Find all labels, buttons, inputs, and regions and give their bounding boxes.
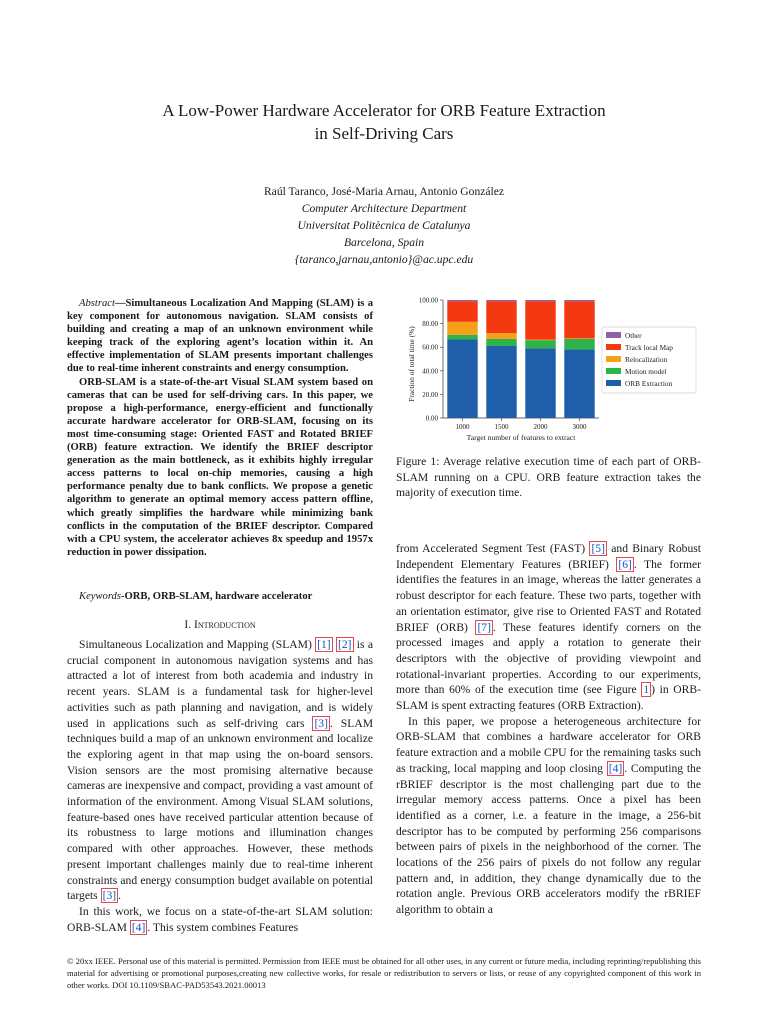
keywords bbox=[67, 590, 373, 603]
x-tick-label: 2000 bbox=[533, 423, 548, 431]
bar-segment-orb-extraction bbox=[486, 346, 516, 418]
author-university: Universitat Politècnica de Catalunya bbox=[297, 219, 471, 232]
y-tick-label: 40.00 bbox=[422, 367, 438, 376]
bar-segment-other bbox=[447, 300, 477, 301]
text-run: In this paper, we propose a heterogeneous architecture for ORB-SLAM that combines a hardware accelerator for ORB feature extraction and a mobile CPU for the remaining tasks such as tracking, local mapping and loop closing bbox=[396, 714, 701, 775]
title-line-2: in Self-Driving Cars bbox=[314, 124, 454, 143]
citation-link[interactable]: [4] bbox=[608, 761, 623, 775]
bar-segment-track-local-map bbox=[564, 301, 594, 338]
x-tick-label: 1000 bbox=[455, 423, 470, 431]
text-run: In this work, we focus on a state-of-the-art SLAM solution: ORB-SLAM bbox=[67, 904, 373, 934]
citation-link[interactable]: [1] bbox=[317, 638, 331, 651]
right-column-text bbox=[396, 541, 701, 918]
text-run: . The former identifies the features in an image, whereas the latter generates a robust descriptor for each feature. These two parts, together with an orientation estimator, give rise to Oriented FAST and Rotated BRIEF (ORB) bbox=[396, 557, 702, 634]
bar-segment-motion-model bbox=[447, 335, 477, 340]
bar-segment-track-local-map bbox=[525, 301, 555, 339]
y-tick-label: 0.00 bbox=[425, 414, 438, 423]
figure-link[interactable]: 1 bbox=[643, 683, 650, 697]
introduction-text bbox=[67, 637, 373, 935]
abstract-paragraph-1: —Simultaneous Localization And Mapping (SLAM) is a key component for autonomous navigation. SLAM consists of building and creating a map of an unknown environment while keeping track of the exploring agent’s location within it. An effective implementation of SLAM presents important challenges due to real-time inherent constraints and energy consumption. bbox=[67, 298, 373, 375]
legend-swatch bbox=[606, 356, 621, 362]
chart-bars bbox=[447, 300, 594, 418]
chart-legend bbox=[602, 327, 696, 393]
right-paragraph-1 bbox=[396, 541, 701, 714]
citation-link[interactable]: [4] bbox=[131, 920, 146, 934]
citation-link[interactable]: [3] bbox=[314, 716, 328, 730]
bar-segment-other bbox=[564, 300, 594, 301]
text-run: Simultaneous Localization and Mapping (SLAM) bbox=[79, 638, 316, 651]
execution-time-chart bbox=[396, 292, 708, 444]
text-run: . bbox=[118, 889, 122, 903]
text-run: ) in ORB-SLAM is spent extracting features (ORB Extraction). bbox=[396, 683, 701, 713]
author-email[interactable]: {taranco,jarnau,antonio}@ac.upc.edu bbox=[294, 253, 474, 266]
y-tick-label: 100.00 bbox=[418, 296, 438, 305]
x-tick-label: 3000 bbox=[572, 423, 587, 431]
right-paragraph-2 bbox=[396, 714, 701, 918]
text-run: . SLAM techniques build a map of an unknown environment and localize the exploring agent in that map using the on-board sensors. Vision sensors are the most promising alternative because cameras are inexpensive and compact, providing a vast amount of information of the environment. Among Visual SLAM solutions, feature-based ones have received particular attention because of its robustness to large motions and illumination changes compared with other approaches. However, these methods present important challenges mainly due to real-time inherent constraints and energy consumption budget available on potential targets bbox=[67, 716, 374, 903]
bar-segment-other bbox=[525, 300, 555, 301]
legend-swatch bbox=[606, 368, 621, 374]
legend-label: Motion model bbox=[625, 367, 667, 376]
text-run: . Computing the rBRIEF descriptor is the most challenging part due to the irregular memory access patterns. Once a pixel has been identified as a corner, i.e. a feature in the image, a 256-bit descriptor has to be computed by performing 256 comparisons between pairs of pixels in the neighborhood of the corner. The locations of the 256 pairs of pixels do not follow any regular pattern and, in addition, they change dynamically due to the rotation angle. Previous ORB accelerators modify the rBRIEF algorithm to obtain a bbox=[396, 761, 701, 917]
text-run: from Accelerated Segment Test (FAST) bbox=[396, 542, 590, 555]
legend-label: Track local Map bbox=[625, 343, 673, 352]
intro-paragraph-2 bbox=[67, 904, 373, 935]
legend-label: ORB Extraction bbox=[625, 379, 673, 388]
abstract-paragraph-2: ORB-SLAM is a state-of-the-art Visual SLAM system based on cameras that can be used for self-driving cars. In this paper, we propose a high-performance, energy-efficient and functionally accurate hardware accelerator for ORB-SLAM, focusing on its most time-consuming stage: Oriented FAST and Rotated BRIEF (ORB) feature extraction. We identify the BRIEF descriptor generation as the main bottleneck, as it exhibits highly irregular access patterns to local on-chip memories, causing a high performance penalty due to bank conflicts. We propose a genetic algorithm to generate an optimal memory access pattern offline, which greatly simplifies the hardware while minimizing bank conflicts in the computation of the BRIEF descriptor. Compared with a CPU system, the accelerator achieves 8x speedup and 1957x reduction in power dissipation. bbox=[67, 376, 373, 558]
author-names: Raúl Taranco, José-Maria Arnau, Antonio González bbox=[263, 185, 505, 198]
text-run: is a crucial component in autonomous navigation systems and has attracted a lot of interest from both academia and industry in recent years. SLAM is a fundamental task for higher-level activities such as path planning and navigation, and is widely used in applications such as self-driving cars bbox=[67, 638, 373, 730]
chart-y-axis-label: Fraction of total time (%) bbox=[407, 326, 416, 402]
bar-segment-orb-extraction bbox=[447, 340, 477, 418]
citation-link[interactable]: [6] bbox=[618, 557, 632, 571]
y-tick-label: 80.00 bbox=[422, 320, 438, 329]
legend-label: Other bbox=[625, 331, 642, 340]
x-tick-label: 1500 bbox=[494, 423, 509, 431]
author-city: Barcelona, Spain bbox=[343, 236, 425, 249]
bar-segment-orb-extraction bbox=[564, 350, 594, 418]
text-run: and Binary Robust Independent Elementary Features (BRIEF) bbox=[396, 542, 701, 571]
bar-segment-orb-extraction bbox=[525, 348, 555, 418]
legend-label: Relocalization bbox=[625, 355, 668, 364]
y-tick-label: 20.00 bbox=[422, 390, 438, 399]
section-name: Introduction bbox=[194, 618, 256, 631]
legend-swatch bbox=[606, 332, 621, 338]
author-department: Computer Architecture Department bbox=[301, 202, 467, 215]
abstract-label: Abstract bbox=[79, 298, 115, 309]
copyright-footer: © 20xx IEEE. Personal use of this material is permitted. Permission from IEEE must be obtained for all other uses, in any current or future media, including reprinting/republishing this material for advertising or promotional purposes,creating new collective works, for resale or redistribution to servers or lists, or reuse of any copyrighted component of this work in other works. DOI 10.1109/SBAC-PAD53543.2021.00013 bbox=[67, 956, 701, 991]
paper-title bbox=[0, 99, 768, 145]
bar-segment-relocalization bbox=[525, 340, 555, 341]
citation-link[interactable]: [3] bbox=[102, 889, 117, 903]
chart-x-axis-label: Target number of features to extract bbox=[466, 433, 576, 442]
bar-segment-track-local-map bbox=[447, 301, 477, 322]
abstract bbox=[67, 297, 373, 559]
bar-segment-relocalization bbox=[486, 333, 516, 339]
keywords-text: -ORB, ORB-SLAM, hardware accelerator bbox=[120, 591, 313, 602]
text-run: . This system combines Features bbox=[147, 920, 299, 934]
author-block bbox=[0, 183, 768, 268]
y-tick-label: 60.00 bbox=[422, 343, 438, 352]
bar-segment-motion-model bbox=[486, 339, 516, 346]
citation-link[interactable]: [2] bbox=[337, 638, 352, 651]
bar-segment-track-local-map bbox=[486, 301, 516, 333]
title-line-1: A Low-Power Hardware Accelerator for ORB Feature Extraction bbox=[162, 101, 606, 120]
section-heading-introduction bbox=[67, 618, 373, 631]
figure-1-caption: Figure 1: Average relative execution time of each part of ORB-SLAM running on a CPU. ORB feature extraction takes the majority of execution time. bbox=[396, 455, 701, 500]
chart-x-ticks bbox=[456, 418, 588, 431]
legend-swatch bbox=[606, 344, 621, 350]
text-run: . These features identify corners on the processed images and apply a rotation to generate their descriptors with the objective of providing viewpoint and rotational-invariant properties. According to our experiments, more than 60% of the execution time (see Figure bbox=[396, 620, 702, 697]
bar-segment-motion-model bbox=[525, 340, 555, 348]
citation-link[interactable]: [5] bbox=[591, 542, 605, 555]
bar-segment-relocalization bbox=[447, 322, 477, 335]
intro-paragraph-1 bbox=[67, 637, 373, 904]
legend-swatch bbox=[606, 380, 621, 386]
bar-segment-other bbox=[486, 300, 516, 301]
section-number: I. bbox=[184, 618, 195, 631]
bar-segment-relocalization bbox=[564, 338, 594, 339]
bar-segment-motion-model bbox=[564, 339, 594, 350]
keywords-label: Keywords bbox=[79, 591, 121, 602]
citation-link[interactable]: [7] bbox=[477, 620, 491, 634]
